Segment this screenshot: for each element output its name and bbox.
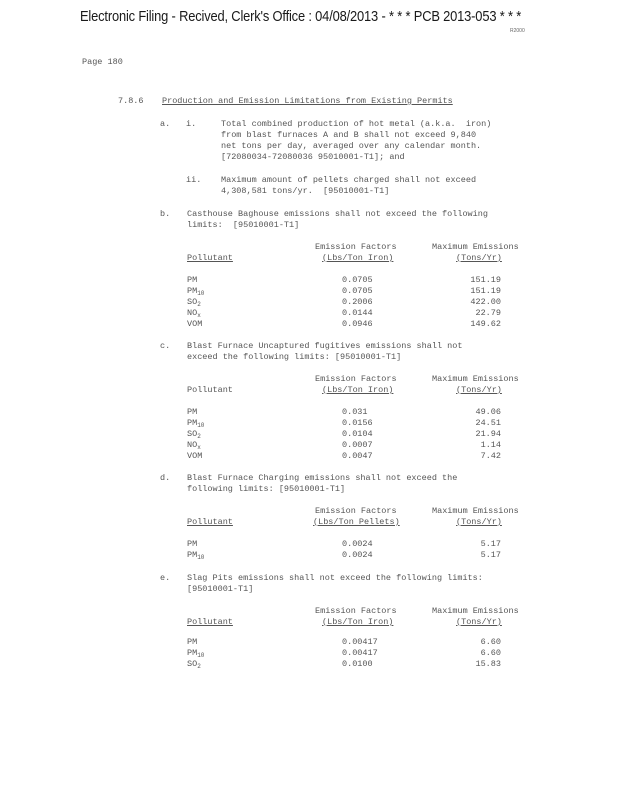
item-e-head-max: Maximum Emissions: [432, 606, 519, 616]
item-c-col-units: (Lbs/Ton Iron): [322, 385, 394, 395]
table-cell-max: 22.79: [475, 308, 501, 318]
section-title: Production and Emission Limitations from Existing Permits: [162, 96, 453, 106]
item-c-col-pollutant: Pollutant: [187, 385, 233, 395]
filing-header: Electronic Filing - Recived, Clerk's Office : 04/08/2013 - * * * PCB 2013-053 * * *: [80, 8, 522, 25]
table-cell-pollutant: $PM_{10}$: [187, 550, 205, 561]
item-a-i-line: net tons per day, averaged over any calendar month.: [221, 141, 482, 151]
item-b-line: limits: [95010001-T1]: [187, 220, 300, 230]
table-cell-factor: 0.0024: [342, 550, 373, 560]
item-c-head-factor: Emission Factors: [315, 374, 397, 384]
item-a-i-line: Total combined production of hot metal (a.k.a. iron): [221, 119, 492, 129]
table-cell-factor: 0.0705: [342, 286, 373, 296]
table-cell-pollutant: $NO_x$: [187, 308, 201, 319]
table-cell-pollutant: $SO_2$: [187, 659, 201, 670]
item-e-col-units: (Lbs/Ton Iron): [322, 617, 394, 627]
table-cell-pollutant: PM: [187, 275, 198, 285]
table-cell-max: 151.19: [470, 275, 501, 285]
item-a-ii-line: Maximum amount of pellets charged shall not exceed: [221, 175, 477, 185]
item-b-col-units: (Lbs/Ton Iron): [322, 253, 394, 263]
item-d-head-factor: Emission Factors: [315, 506, 397, 516]
table-cell-factor: 0.0705: [342, 275, 373, 285]
item-b-col-pollutant: Pollutant: [187, 253, 233, 263]
table-cell-max: 6.60: [480, 637, 501, 647]
table-cell-pollutant: VOM: [187, 451, 203, 461]
item-c-col-tons: (Tons/Yr): [456, 385, 502, 395]
item-d-col-units: (Lbs/Ton Pellets): [313, 517, 400, 527]
item-e-letter: e.: [160, 573, 171, 583]
table-cell-factor: 0.0946: [342, 319, 373, 329]
table-cell-pollutant: VOM: [187, 319, 203, 329]
table-cell-pollutant: PM: [187, 539, 198, 549]
table-cell-factor: 0.0047: [342, 451, 373, 461]
item-b-head-factor: Emission Factors: [315, 242, 397, 252]
table-cell-max: 7.42: [480, 451, 501, 461]
table-cell-max: 6.60: [480, 648, 501, 658]
table-cell-max: 21.94: [475, 429, 501, 439]
table-cell-factor: 0.0100: [342, 659, 373, 669]
table-cell-factor: 0.0024: [342, 539, 373, 549]
table-cell-factor: 0.0007: [342, 440, 373, 450]
table-cell-max: 5.17: [480, 539, 501, 549]
item-a-ii-num: ii.: [186, 175, 202, 185]
table-cell-max: 151.19: [470, 286, 501, 296]
item-b-letter: b.: [160, 209, 171, 219]
section-number: 7.8.6: [118, 96, 144, 106]
filing-stamp: R2000: [510, 28, 525, 34]
item-c-line: exceed the following limits: [95010001-T1]: [187, 352, 402, 362]
table-cell-factor: 0.0144: [342, 308, 373, 318]
table-cell-factor: 0.0104: [342, 429, 373, 439]
table-cell-pollutant: $NO_x$: [187, 440, 201, 451]
item-c-head-max: Maximum Emissions: [432, 374, 519, 384]
table-cell-pollutant: $SO_2$: [187, 297, 201, 308]
item-c-letter: c.: [160, 341, 171, 351]
item-d-line: Blast Furnace Charging emissions shall not exceed the: [187, 473, 458, 483]
item-a-i-line: [72080034-72080036 95010001-T1]; and: [221, 152, 405, 162]
table-cell-pollutant: PM: [187, 407, 198, 417]
item-b-head-max: Maximum Emissions: [432, 242, 519, 252]
item-e-head-factor: Emission Factors: [315, 606, 397, 616]
item-a-ii-line: 4,308,581 tons/yr. [95010001-T1]: [221, 186, 390, 196]
table-cell-factor: 0.031: [342, 407, 368, 417]
item-c-line: Blast Furnace Uncaptured fugitives emissions shall not: [187, 341, 463, 351]
item-d-head-max: Maximum Emissions: [432, 506, 519, 516]
item-a-i-line: from blast furnaces A and B shall not exceed 9,840: [221, 130, 477, 140]
item-e-col-tons: (Tons/Yr): [456, 617, 502, 627]
table-cell-factor: 0.00417: [342, 637, 378, 647]
table-cell-pollutant: $PM_{10}$: [187, 418, 205, 429]
table-cell-max: 1.14: [480, 440, 501, 450]
item-b-col-tons: (Tons/Yr): [456, 253, 502, 263]
table-cell-factor: 0.00417: [342, 648, 378, 658]
page-label: Page 180: [82, 57, 123, 67]
item-e-line: Slag Pits emissions shall not exceed the following limits:: [187, 573, 483, 583]
table-cell-pollutant: $PM_{10}$: [187, 286, 205, 297]
table-cell-max: 15.83: [475, 659, 501, 669]
table-cell-max: 24.51: [475, 418, 501, 428]
table-cell-pollutant: $SO_2$: [187, 429, 201, 440]
item-a-letter: a.: [160, 119, 171, 129]
item-b-line: Casthouse Baghouse emissions shall not exceed the following: [187, 209, 488, 219]
item-d-col-pollutant: Pollutant: [187, 517, 233, 527]
table-cell-pollutant: $PM_{10}$: [187, 648, 205, 659]
item-a-i-num: i.: [186, 119, 197, 129]
item-e-col-pollutant: Pollutant: [187, 617, 233, 627]
table-cell-factor: 0.2006: [342, 297, 373, 307]
table-cell-max: 49.06: [475, 407, 501, 417]
table-cell-pollutant: PM: [187, 637, 198, 647]
table-cell-factor: 0.0156: [342, 418, 373, 428]
item-d-letter: d.: [160, 473, 171, 483]
table-cell-max: 149.62: [470, 319, 501, 329]
item-e-line: [95010001-T1]: [187, 584, 254, 594]
table-cell-max: 5.17: [480, 550, 501, 560]
item-d-line: following limits: [95010001-T1]: [187, 484, 346, 494]
table-cell-max: 422.00: [470, 297, 501, 307]
item-d-col-tons: (Tons/Yr): [456, 517, 502, 527]
